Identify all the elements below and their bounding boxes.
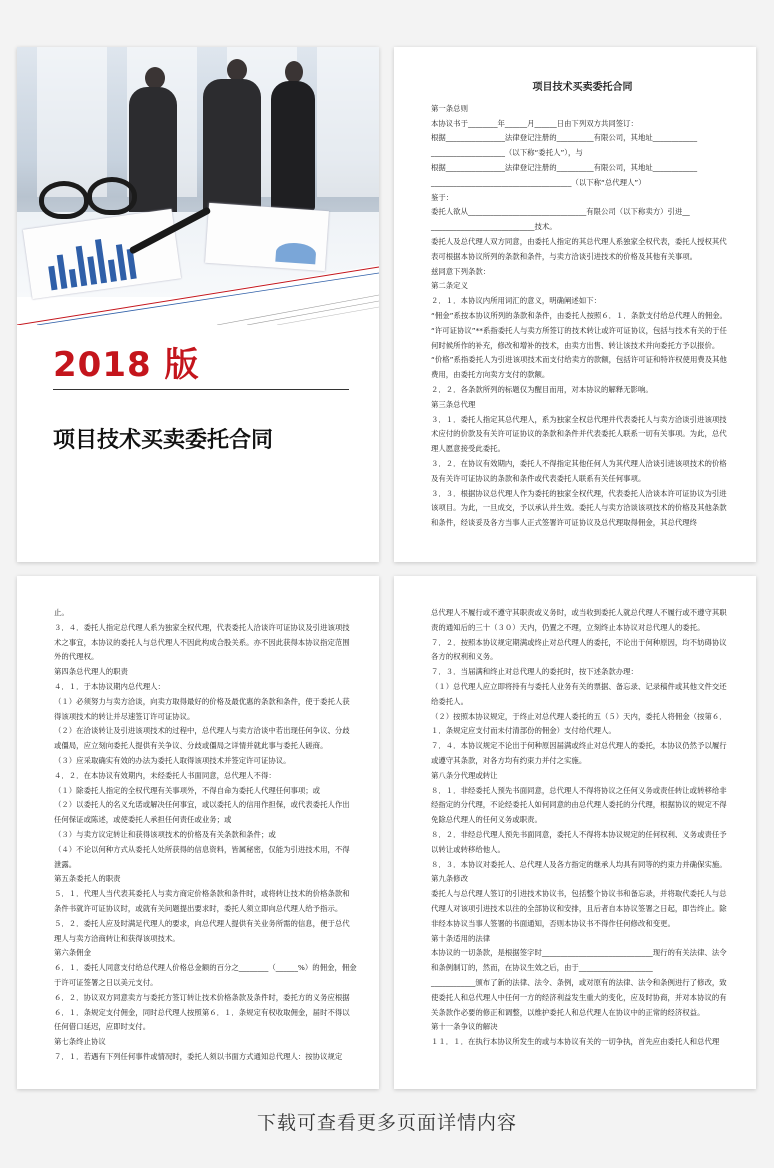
page-3-body — [54, 606, 357, 1065]
paragraph: 第六条佣金 — [54, 948, 91, 958]
document-title: 项目技术买卖委托合同 — [532, 82, 633, 93]
paragraph: 止。 — [54, 608, 69, 617]
paragraph: 第二条定义 — [431, 281, 468, 291]
paragraph: 根据________________法律登记注册的__________有限公司，其地址____________ — [431, 133, 698, 143]
paragraph: ６．１．委托人同意支付给总代理人价格总金额的百分之________（______%）的佣金，佣金于许可证签署之日以美元支付。 — [54, 963, 357, 987]
paragraph: “价格”系指委托人为引进该项技术而支付给卖方的款额，包括许可证和特许权使用费及其他费用，由委托方向卖方支付的款额。 — [431, 355, 727, 380]
download-caption: 下载可查看更多页面详情内容 — [256, 1112, 517, 1134]
paragraph: （３）与卖方议定转让和获得该项技术的价格及有关条款和条件；或 — [54, 829, 276, 839]
paragraph: ３．１．委托人指定其总代理人，系为独家全权总代理并代表委托人与卖方洽谈引进该项技术应付的价款及有关许可证协议的条款和条件并代表委托人联系一切有关事项。为此，总代理人愿意接受此委托。 — [431, 414, 727, 454]
paragraph: （２）以委托人的名义允诺或解决任何事宜，或以委托人的信用作担保，或代表委托人作出任何保证或陈述，或使委托人承担任何责任或业务；或 — [54, 800, 350, 825]
document-page-4 — [394, 576, 756, 1089]
paragraph: ８．３．本协议对委托人、总代理人及各方指定的继承人均具有同等的约束力并确保实施。 — [431, 859, 727, 869]
paragraph: “许可证协议”**系指委托人与卖方所签订的技术转让或许可证协议，包括与技术有关的于任何时候所作的补充，修改和增补的技术，由卖方出售、转让该技术并向委托方予以报价。 — [431, 325, 727, 350]
paragraph: ______________________________________（以下称“总代理人”） — [431, 177, 646, 187]
paragraph: （１）总代理人应立即将持有与委托人业务有关的票据、备忘录、记录稿件或其他文件交还给委托人。 — [431, 681, 727, 706]
cover-decor-lines — [17, 265, 379, 325]
cover-year: 2018 版 — [53, 345, 200, 385]
paragraph: ____________________________技术。 — [431, 222, 557, 232]
paragraph: ７．１．若遇有下列任何事件或情况时，委托人须以书面方式通知总代理人：按协议规定 — [54, 1051, 343, 1061]
paragraph: 委托人与总代理人签订的引进技术协议书，包括整个协议书和备忘录，并将取代委托人与总代理人对该项引进技术以往的全部协议和安排，且后者自本协议签署之日起，即告终止。除非经本协议当事人签署的书面通知，否则本协议书不得作任何修改和变更。 — [431, 889, 727, 928]
paragraph: ８．２．非经总代理人预先书面同意，委托人不得将本协议规定的任何权利、义务或责任予以转让或转移给他人。 — [431, 829, 727, 854]
paragraph: ____________颁布了新的法律、法令、条例，或对原有的法律、法令和条例进行了修改，致使委托人和总代理人中任何一方的经济利益发生重大的变化，应及时协商，并对本协议的有关条款作必要的修正和调整，以维护委托人和总代理人在协议中的正常的经济权益。 — [431, 977, 727, 1017]
paragraph: 第八条分代理或转让 — [431, 770, 498, 780]
paragraph: 第十条适用的法律 — [431, 933, 491, 943]
paragraph: 第七条终止协议 — [54, 1037, 106, 1047]
paragraph: 第九条修改 — [431, 874, 468, 884]
paragraph: 本协议书于________年______月______日由下列双方共同签订： — [431, 118, 638, 128]
cover-page — [17, 47, 379, 562]
paragraph: 委托人欲从________________________________有限公司（以下称卖方）引进__ — [431, 207, 690, 217]
paragraph: ３．２．在协议有效期内，委托人不得指定其他任何人为其代理人洽谈引进该项技术的价格及有关许可证协议的条款和条件或代表委托人联系有关任何事项。 — [431, 458, 727, 483]
cover-title: 项目技术买卖委托合同 — [53, 428, 274, 453]
paragraph: 兹同意下列条款： — [431, 266, 491, 276]
paragraph: ３．３．根据协议总代理人作为委托的独家全权代理，代表委托人洽谈本许可证协议为引进该项目。为此，一旦成交，予以承认并生效。委托人与卖方洽谈该项技术的价格及其他条款和条件，经谈妥及各方当事人正式签署许可证协议及总代理取得佣金，其总代理终 — [431, 488, 727, 528]
paragraph: （１）除委托人指定的全权代理有关事项外，不得自命为委托人代理任何事项；或 — [54, 785, 321, 795]
paragraph: ７．３．当届满和终止对总代理人的委托时，按下述条款办理： — [431, 667, 638, 677]
paragraph: ７．２．按照本协议规定期满或终止对总代理人的委托，不论出于何种原因，均不妨碍协议各方的权利和义务。 — [431, 637, 727, 662]
paragraph: ３．４．委托人指定总代理人系为独家全权代理，代表委托人洽谈许可证协议及引进该项技术之事宜，本协议的委托人与总代理人不因此构成合股关系。亦不因此获得本协议指定范围外的代理权。 — [54, 622, 350, 662]
paragraph: （４）不论以何种方式从委托人处所获得的信息资料，皆属秘密，仅能为引进技术用，不得泄露。 — [54, 844, 350, 869]
cover-divider — [53, 389, 349, 390]
page-4-body — [431, 606, 734, 1050]
paragraph: （２）在洽谈转让及引进该项技术的过程中，总代理人与卖方洽谈中若出现任何争议、分歧或僵局，应立刻向委托人提供有关争议、分歧或僵局之详情并就此事与委托人磋商。 — [54, 726, 350, 751]
paragraph: 第三条总代理 — [431, 399, 476, 409]
page-2-body — [431, 81, 734, 531]
paragraph: ２．１．本协议内所用词汇的意义，明确阐述如下： — [431, 296, 601, 306]
paragraph: ５．１．代理人当代表其委托人与卖方商定价格条款和条件时，或将转让技术的价格条款和条件书就许可证协议时，或就有关问题提出要求时，委托人须立即向总代理人给予指示。 — [54, 889, 350, 913]
paragraph: ２．２．各条款所列的标题仅为醒目而用，对本协议的解释无影响。 — [431, 384, 653, 394]
paragraph: ７．４．本协议规定不论出于何种原因届满或终止对总代理人的委托，本协议仍然予以履行或遵守其条款，对各方均有约束力并付之实施。 — [431, 741, 727, 765]
paragraph: ５．２．委托人应及时满足代理人的要求，向总代理人提供有关业务所需的信息，便于总代理人与卖方洽商转让和获得该项技术。 — [54, 918, 350, 943]
document-page-2 — [394, 47, 756, 562]
paragraph: ４．１．于本协议期内总代理人： — [54, 681, 165, 691]
paragraph: 第四条总代理人的职责 — [54, 667, 128, 677]
paragraph: 总代理人不履行或不遵守其职责或义务时，或当收到委托人就总代理人不履行或不遵守其职责的通知后的三十（３０）天内，仍置之不理，立刻终止本协议对总代理人的委托。 — [431, 608, 727, 632]
paragraph: ____________________（以下称“委托人”），与 — [431, 148, 583, 158]
paragraph: 本协议的一切条款，是根据签字时______________________________现行的有关法律、法令和条例制订的，然而，在协议生效之后，由于____________________ — [431, 948, 727, 973]
paragraph: （３）应采取确实有效的办法为委托人取得该项技术并签定许可证协议。 — [54, 755, 291, 765]
paragraph: （１）必须努力与卖方洽谈，向卖方取得最好的价格及最优惠的条款和条件，使于委托人获得该项技术的转让并尽速签订许可证协议。 — [54, 696, 350, 721]
paragraph: 根据________________法律登记注册的__________有限公司，其地址____________ — [431, 162, 698, 172]
paragraph: 第五条委托人的职责 — [54, 874, 121, 884]
paragraph: “佣金”系按本协议所列的条款和条件，由委托人按照６．１．条款支付给总代理人的佣金。 — [431, 310, 727, 320]
paragraph: 第十一条争议的解决 — [431, 1022, 498, 1032]
document-page-3 — [17, 576, 379, 1089]
paragraph: １１．１．在执行本协议所发生的或与本协议有关的一切争执，首先应由委托人和总代理 — [431, 1037, 720, 1047]
paragraph: 第一条总则 — [431, 103, 468, 113]
paragraph: （２）按照本协议规定，于终止对总代理人委托的五（５）天内，委托人将佣金（按第６．１．条规定应支付而未付清部份的佣金）支付给代理人。 — [431, 711, 727, 736]
cover-photo — [17, 47, 379, 297]
paragraph: 鉴于： — [431, 192, 454, 202]
paragraph: ６．２．协议双方同意卖方与委托方签订转让技术价格条款及条件时，委托方的义务应根据６．１．条规定支付佣金，同时总代理人按照第６．１．条规定有权收取佣金，届时不得以任何借口延迟，应即时支付。 — [54, 992, 350, 1032]
paragraph: ８．１．非经委托人预先书面同意，总代理人不得将协议之任何义务或责任转让或转移给非经指定的分代理，不论经委托人如何同意的由总代理人委托的分代理，根据协议的规定不得免除总代理人的任何义务或职责。 — [431, 785, 727, 825]
paragraph: ４．２．在本协议有效期内，未经委托人书面同意，总代理人不得： — [54, 770, 276, 780]
paragraph: 委托人及总代理人双方同意，由委托人指定的其总代理人系独家全权代表，委托人授权其代表可根据本协议所列的条款和条件，与卖方洽谈引进技术的价格及其他有关事项。 — [431, 236, 727, 261]
